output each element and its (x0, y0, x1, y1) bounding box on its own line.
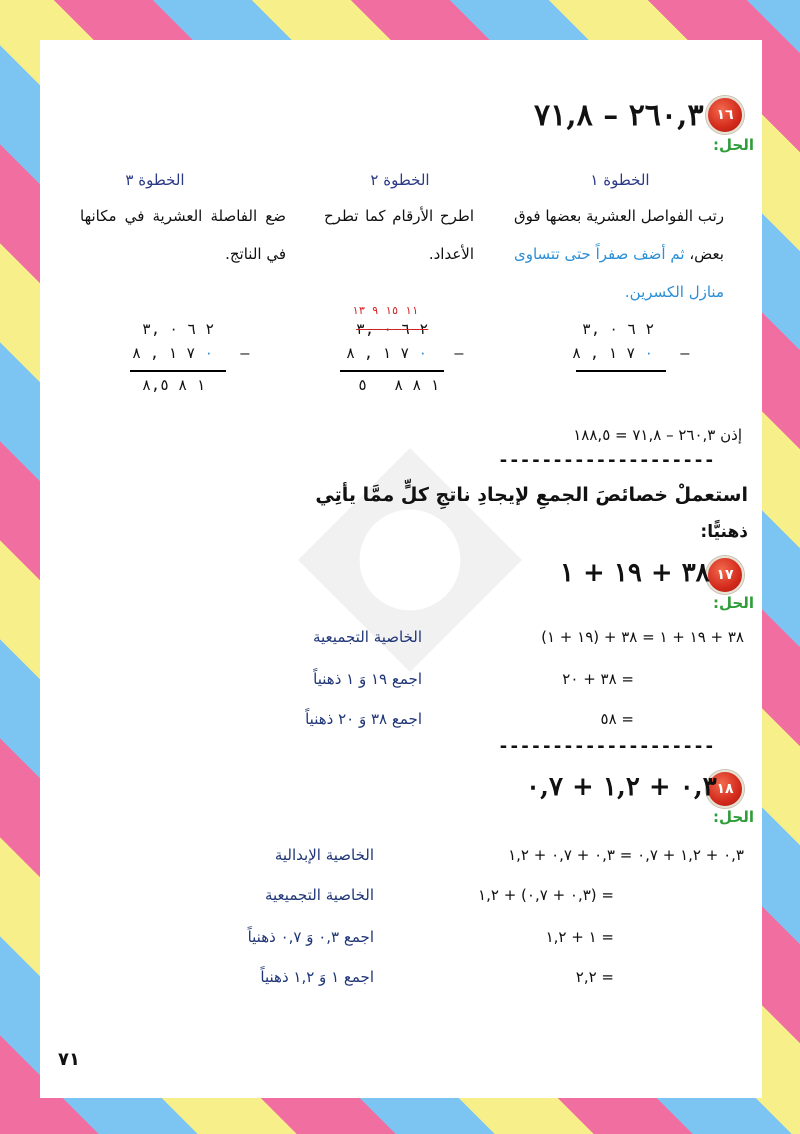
col2-minus-sign: – (454, 344, 464, 362)
col1-rule (576, 370, 666, 372)
problem-16-expression: ٢٦٠,٣ – ٧١,٨ (534, 98, 704, 133)
col1-bottom (572, 344, 689, 362)
step-1-text-c: حتى تتساوى منازل الكسرين. (514, 245, 724, 301)
col3-minus-sign: – (240, 344, 250, 362)
p17-note-2: اجمع ١٩ وَ ١ ذهنياً (313, 670, 422, 688)
problem-18-expression: ٠,٣ + ١,٢ + ٠,٧ (526, 772, 717, 802)
worksheet-page (40, 40, 762, 1098)
col2-added-zero: ٠ (418, 344, 428, 362)
col3-bottom (132, 344, 249, 362)
p18-note-4: اجمع ١ وَ ١,٢ ذهنياً (260, 968, 374, 986)
col2-bottom (346, 344, 463, 362)
p18-eq-2: = (٠,٣ + ٠,٧) + ١,٢ (478, 886, 614, 904)
step-3-text: ضع الفاصلة العشرية في مكانها في الناتج. (80, 207, 286, 263)
p17-eq-1: ٣٨ + ١٩ + ١ = ٣٨ + (١٩ + ١) (541, 628, 744, 646)
problem-17-badge (706, 556, 744, 594)
divider-1: -------------------- (498, 450, 715, 471)
p18-eq-4: = ٢,٢ (575, 968, 614, 986)
problem-16-solution-label: الحل: (713, 136, 754, 154)
col3-added-zero: ٠ (204, 344, 214, 362)
problem-17-expression: ٣٨ + ١٩ + ١ (560, 558, 710, 588)
col3-top: ٢ ٦ ٠ ,٣ (142, 320, 215, 338)
col2-rule (340, 370, 444, 372)
step-1-title: الخطوة ١ (590, 171, 650, 189)
p18-note-2: الخاصية التجميعية (264, 886, 374, 904)
problem-18-number: ١٨ (716, 781, 734, 797)
col2-result: ١ ٨ ٨ ٥ (358, 376, 440, 394)
p17-eq-3: = ٥٨ (600, 710, 634, 728)
section-subheading: ذهنيًّا: (700, 522, 748, 542)
section-heading: استعملْ خصائصَ الجمعِ لإيجادِ ناتجِ كلٍّ ممَّا يأتِي (315, 484, 748, 506)
problem-16-badge (706, 96, 744, 134)
p18-note-3: اجمع ٠,٣ وَ ٠,٧ ذهنياً (247, 928, 374, 946)
page-number: ٧١ (58, 1049, 80, 1070)
problem-18-solution-label: الحل: (713, 808, 754, 826)
step-1-text-b: ثم أضف صفراً (595, 245, 685, 263)
step-1-text (514, 197, 724, 311)
p17-note-3: اجمع ٣٨ وَ ٢٠ ذهنياً (305, 710, 422, 728)
col2-top: ٢ ٦ ٠ ,٣ (356, 320, 429, 338)
problem-17-number: ١٧ (716, 567, 734, 583)
col1-minus-sign: – (680, 344, 690, 362)
col1-top: ٢ ٦ ٠ ,٣ (582, 320, 655, 338)
problem-17-solution-label: الحل: (713, 594, 754, 612)
col3-result: ١ ٨ ٨,٥ (142, 376, 206, 394)
divider-2: -------------------- (498, 736, 715, 757)
col2-bottom-digits: ٧ ١ , ٨ (346, 344, 410, 362)
col1-added-zero: ٠ (644, 344, 654, 362)
p18-note-1: الخاصية الإبدالية (274, 846, 374, 864)
step-2-title: الخطوة ٢ (370, 171, 430, 189)
col1-bottom-digits: ٧ ١ , ٨ (572, 344, 636, 362)
p17-eq-2: = ٣٨ + ٢٠ (562, 670, 634, 688)
step-1-text-a: رتب الفواصل العشرية بعضها فوق بعض، (514, 207, 724, 263)
col3-bottom-digits: ٧ ١ , ٨ (132, 344, 196, 362)
problem-16-conclusion: إذن ٢٦٠,٣ – ٧١,٨ = ١٨٨,٥ (573, 426, 742, 444)
p18-eq-1: ٠,٣ + ١,٢ + ٠,٧ = ٠,٣ + ٠,٧ + ١,٢ (508, 846, 744, 864)
p17-note-1: الخاصية التجميعية (312, 628, 422, 646)
p18-eq-3: = ١ + ١,٢ (545, 928, 614, 946)
problem-16-number: ١٦ (716, 107, 734, 123)
step-3-title: الخطوة ٣ (125, 171, 185, 189)
col3-rule (130, 370, 226, 372)
col2-borrow-digits: ١١ ١٥ ٩ ١٣ (352, 304, 419, 317)
step-2-text: اطرح الأرقام كما تطرح الأعداد. (324, 207, 474, 263)
